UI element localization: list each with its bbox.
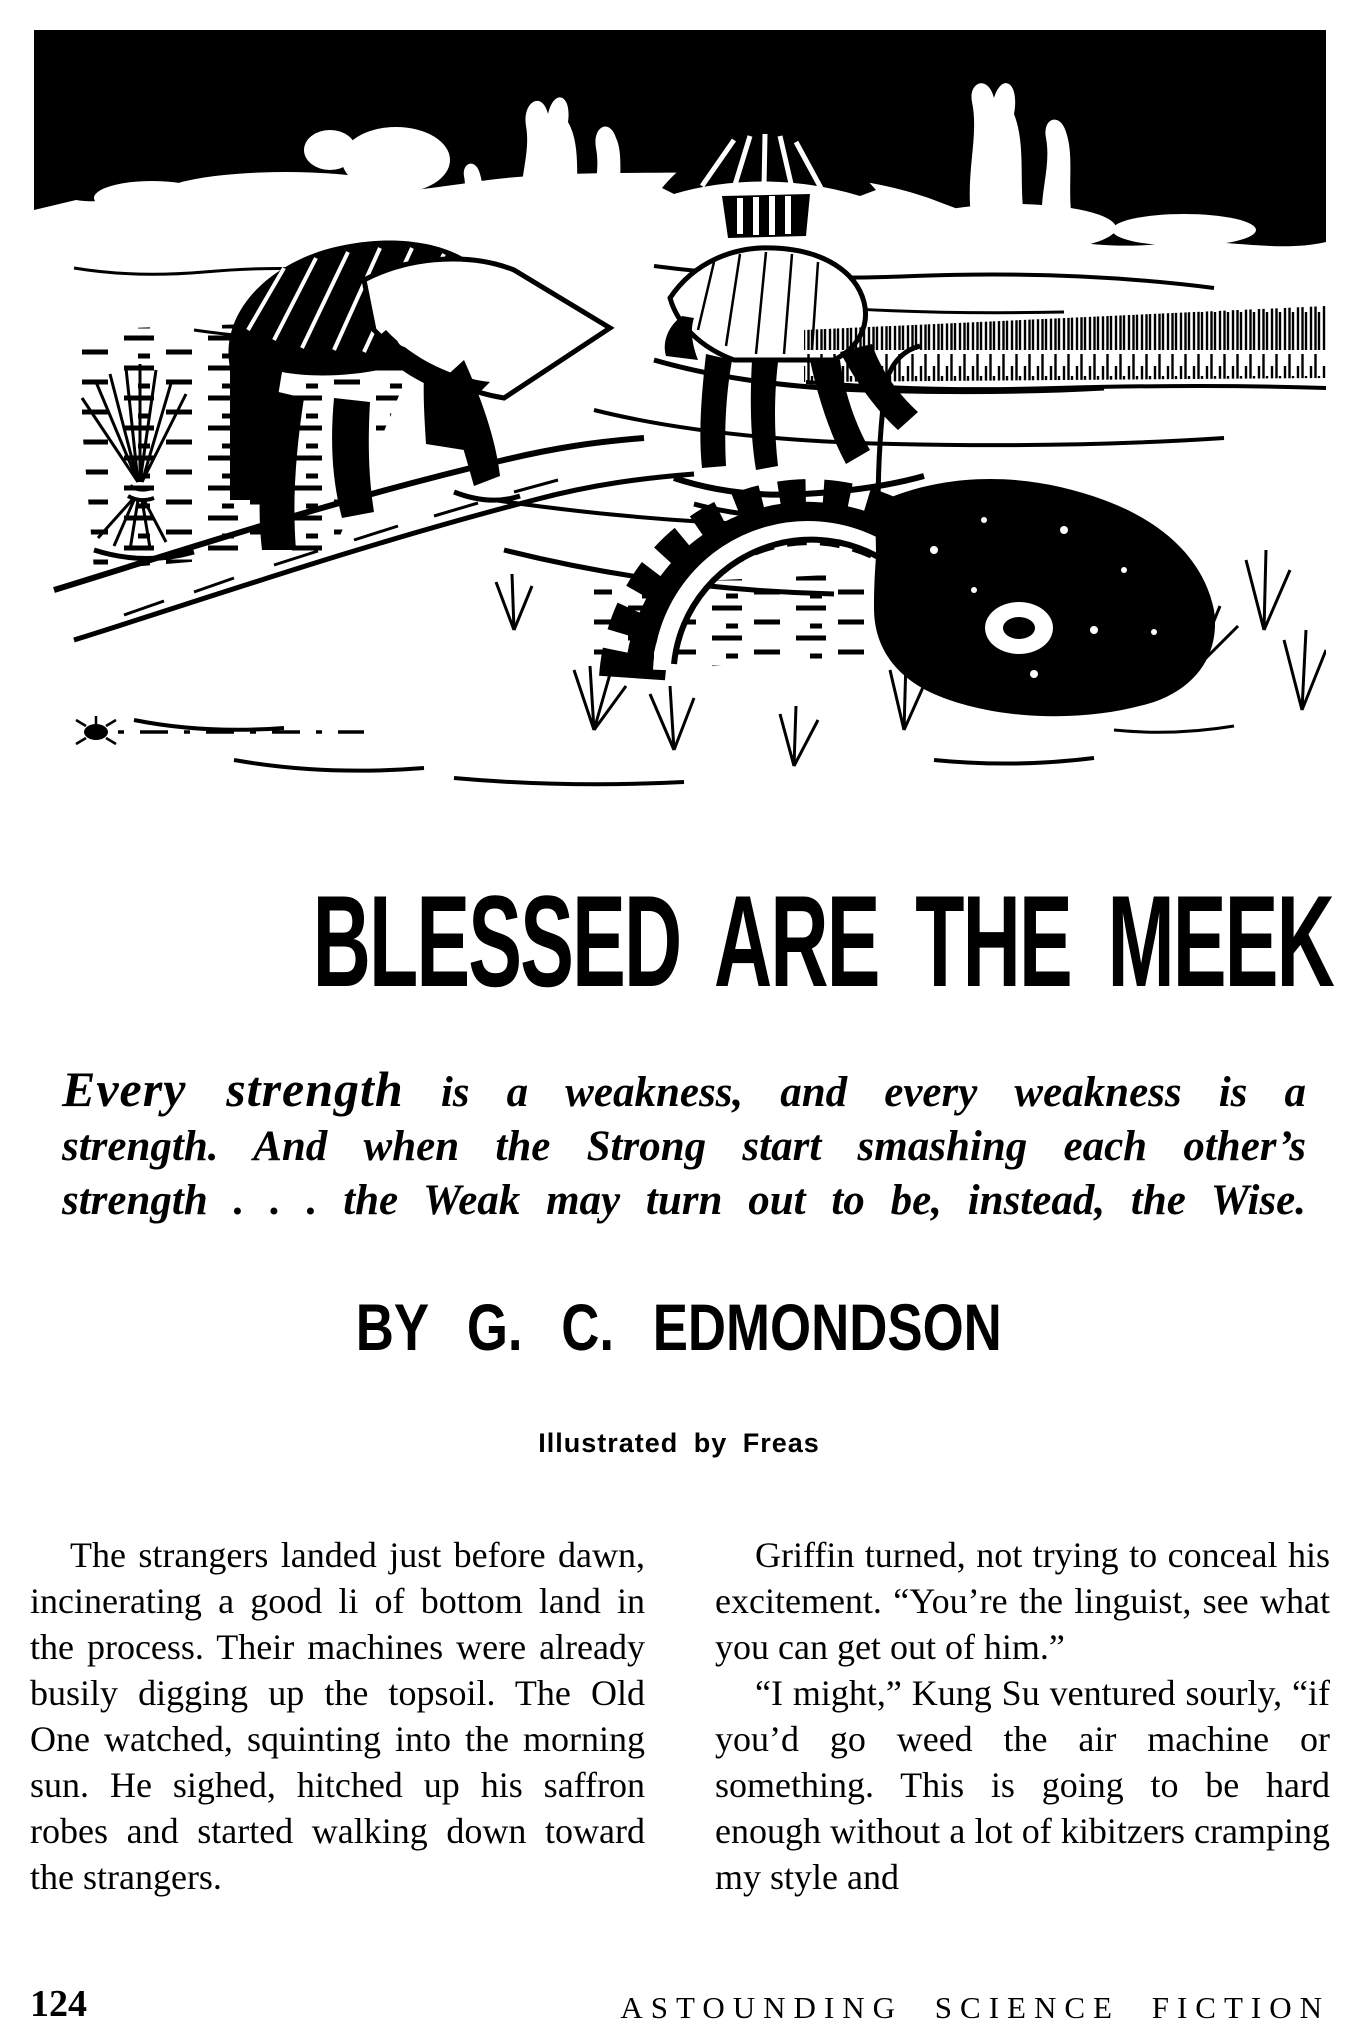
text-column-right: [715, 1532, 1330, 1900]
illustration-canvas: [34, 30, 1326, 790]
blurb-lead: Every strength: [62, 1061, 404, 1117]
magazine-title: ASTOUNDING SCIENCE FICTION: [620, 1990, 1330, 2025]
story-illustration: [34, 30, 1326, 790]
illustrator-credit: Illustrated by Freas: [538, 1428, 820, 1458]
night-sky: [34, 30, 1326, 246]
paragraph: Griffin turned, not trying to conceal his excitement. “You’re the linguist, see what you can get out of him.”: [715, 1535, 1330, 1667]
farmer-left: [228, 240, 610, 550]
blurb-line-3: strength . . . the Weak may turn out to be, instead, the Wise.: [62, 1177, 1306, 1224]
paragraph: “I might,” Kung Su ventured sourly, “if you’d go weed the air machine or something. This is going to be hard enough without a lot of kibitzers cramping my style and: [715, 1673, 1330, 1897]
story-byline-text: BY G. C. EDMONDSON: [355, 1290, 1003, 1364]
blurb-line-2: strength. And when the Strong start smashing each other’s: [62, 1123, 1306, 1170]
page-number: 124: [30, 1983, 87, 2025]
text-column-left: [30, 1532, 645, 1900]
blurb-line-1: [62, 1062, 1306, 1120]
paragraph: The strangers landed just before dawn, incinerating a good li of bottom land in the process. Their machines were already busily digging up the topsoil. The Old One watched, squinting into the morning sun. He sighed, hitched up his saffron robes and started walking down toward the strangers.: [30, 1535, 645, 1897]
blurb-line-1-rest: is a weakness, and every weakness is a: [440, 1069, 1306, 1116]
story-title-text: BLESSED ARE THE MEEK: [312, 868, 1333, 1014]
body-text: [30, 1532, 1330, 1900]
tall-grass: [804, 306, 1326, 382]
foreground-lines: [134, 720, 1234, 784]
story-blurb: [62, 1062, 1306, 1228]
story-byline: [0, 1290, 1358, 1364]
story-title: [0, 868, 1358, 1014]
